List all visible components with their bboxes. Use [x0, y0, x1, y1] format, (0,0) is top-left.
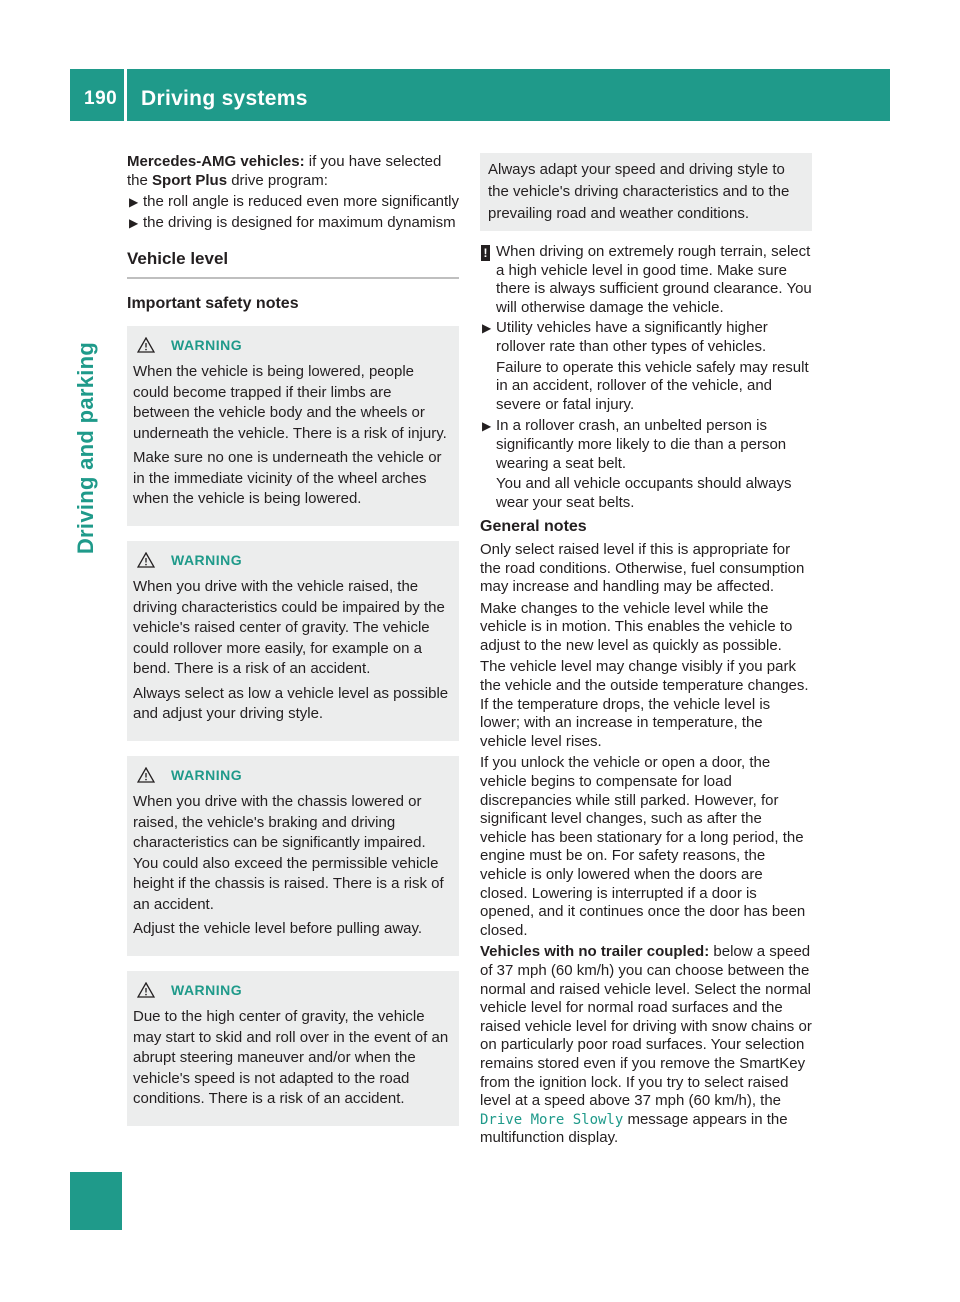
- trailer-text-1: below a speed of 37 mph (60 km/h) you can choose between the normal and raised vehicle level. Select the normal vehicle level for normal road surfaces and the raised vehicle level for driving with snow chains or on particularly poor road surfaces. Your selection remains stored even if you remove the SmartKey from the ignition lock. If you try to select raised level at a speed above 37 mph (60 km/h), the: [480, 943, 812, 1110]
- warning-title: WARNING: [171, 766, 243, 783]
- bullet-marker-icon: ▶: [482, 321, 492, 336]
- safety-notes-heading: Important safety notes: [127, 294, 299, 312]
- warning-triangle-icon: [137, 337, 155, 353]
- warning-header: [133, 981, 451, 1000]
- notice-text: When driving on extremely rough terrain, select a high vehicle level in good time. Make sure there is always sufficient ground clearance. You will otherwise damage the vehicle.: [496, 243, 812, 316]
- list-item-text: Utility vehicles have a significantly higher rollover rate than other types of vehicles.: [496, 319, 768, 355]
- warning-box: [127, 756, 459, 956]
- warning-text: When the vehicle is being lowered, people could become trapped if their limbs are between the vehicle body and the wheels or underneath the vehicle. There is a risk of injury.: [133, 363, 447, 442]
- list-item: [127, 214, 459, 233]
- list-item-follow-text: Failure to operate this vehicle safely may result in an accident, rollover of the vehicle, and severe or fatal injury.: [496, 358, 809, 413]
- warning-triangle-icon: [137, 552, 155, 568]
- warning-box: [127, 971, 459, 1126]
- general-notes-heading: General notes: [480, 518, 587, 536]
- list-item-text: In a rollover crash, an unbelted person is significantly more likely to die than a person wearing a seat belt.: [496, 417, 787, 472]
- header-divider: [124, 69, 127, 121]
- warning-text: Always select as low a vehicle level as possible and adjust your driving style.: [133, 684, 449, 723]
- amg-paragraph: [127, 153, 459, 190]
- body-paragraph: Make changes to the vehicle level while the vehicle is in motion. This enables the vehicle to adjust to the new level as quickly as possible.: [480, 599, 793, 654]
- bullet-marker-icon: ▶: [129, 215, 139, 230]
- warning-triangle-icon: [137, 982, 155, 998]
- amg-text-1: if you have selected the: [127, 153, 442, 189]
- warning-text: When you drive with the vehicle raised, the driving characteristics could be impaired by the vehicle's raised center of gravity. The vehicle could rollover more easily, for example on a bend. There is a risk of an accident.: [133, 578, 445, 678]
- bullet-marker-icon: ▶: [129, 195, 139, 210]
- list-item-text: the driving is designed for maximum dynamism: [143, 213, 456, 231]
- list-item-text: the roll angle is reduced even more significantly: [143, 193, 460, 211]
- body-paragraph: The vehicle level may change visibly if you park the vehicle and the outside temperature changes. If the temperature drops, the vehicle level is lower; with an increase in temperature, the vehicle level rises.: [480, 658, 809, 750]
- trailer-text-2: message appears in the multifunction display.: [480, 1110, 788, 1147]
- exclamation-icon: !: [481, 245, 490, 261]
- warning-box: [127, 326, 459, 526]
- amg-label: Mercedes-AMG vehicles:: [127, 153, 305, 170]
- warning-text: When you drive with the chassis lowered or raised, the vehicle's braking and driving characteristics can be significantly impaired. You could also exceed the permissible vehicle height if the chassis is raised. There is a risk of an accident.: [133, 793, 444, 913]
- trailer-paragraph: [480, 943, 812, 1148]
- right-column: [480, 153, 812, 1151]
- section-title: Driving systems: [141, 87, 308, 110]
- info-box: Always adapt your speed and driving style to the vehicle's driving characteristics and to the prevailing road and weather conditions.: [480, 153, 812, 231]
- warning-title: WARNING: [171, 551, 243, 568]
- sport-plus-label: Sport Plus: [152, 171, 228, 189]
- side-tab-label: Driving and parking: [73, 341, 98, 555]
- body-paragraph: Only select raised level if this is appropriate for the road conditions. Otherwise, fuel consumption may increase and handling may be affected.: [480, 540, 805, 596]
- warning-header: [133, 336, 451, 355]
- warning-box: [127, 541, 459, 741]
- list-item: [480, 319, 812, 356]
- amg-text-2: drive program:: [227, 171, 328, 189]
- warning-text: Due to the high center of gravity, the vehicle may start to skid and roll over in the event of an abrupt steering maneuver and/or when the vehicle's speed is not adapted to the road conditions. There is a risk of an accident.: [133, 1008, 449, 1108]
- vehicle-level-heading: Vehicle level: [127, 250, 459, 279]
- left-column: [127, 153, 459, 1141]
- body-paragraph: If you unlock the vehicle or open a door, the vehicle begins to compensate for load discrepancies while still parked. However, for significant level changes, such as after the vehicle has been stationary for a long period, the engine must be on. For safety reasons, the vehicle is only lowered when the doors are closed. Lowering is interrupted if a door is opened, and it continues once the door has been closed.: [480, 754, 806, 939]
- warning-header: [133, 766, 451, 785]
- warning-text: Make sure no one is underneath the vehicle or in the immediate vicinity of the wheel arches when the vehicle is being lowered.: [133, 449, 442, 508]
- list-item-follow-text: You and all vehicle occupants should always wear your seat belts.: [496, 475, 792, 511]
- side-tab-block: [70, 1172, 122, 1230]
- warning-title: WARNING: [171, 981, 243, 998]
- warning-triangle-icon: [137, 767, 155, 783]
- trailer-label: Vehicles with no trailer coupled:: [480, 943, 710, 961]
- display-message: Drive More Slowly: [480, 1111, 624, 1128]
- warning-title: WARNING: [171, 336, 243, 353]
- list-item: [127, 193, 459, 212]
- warning-header: [133, 551, 451, 570]
- list-item: [480, 417, 812, 473]
- page-number: 190: [84, 88, 118, 109]
- warning-text: Adjust the vehicle level before pulling away.: [133, 920, 423, 938]
- notice-item: [480, 243, 812, 317]
- bullet-marker-icon: ▶: [482, 419, 492, 434]
